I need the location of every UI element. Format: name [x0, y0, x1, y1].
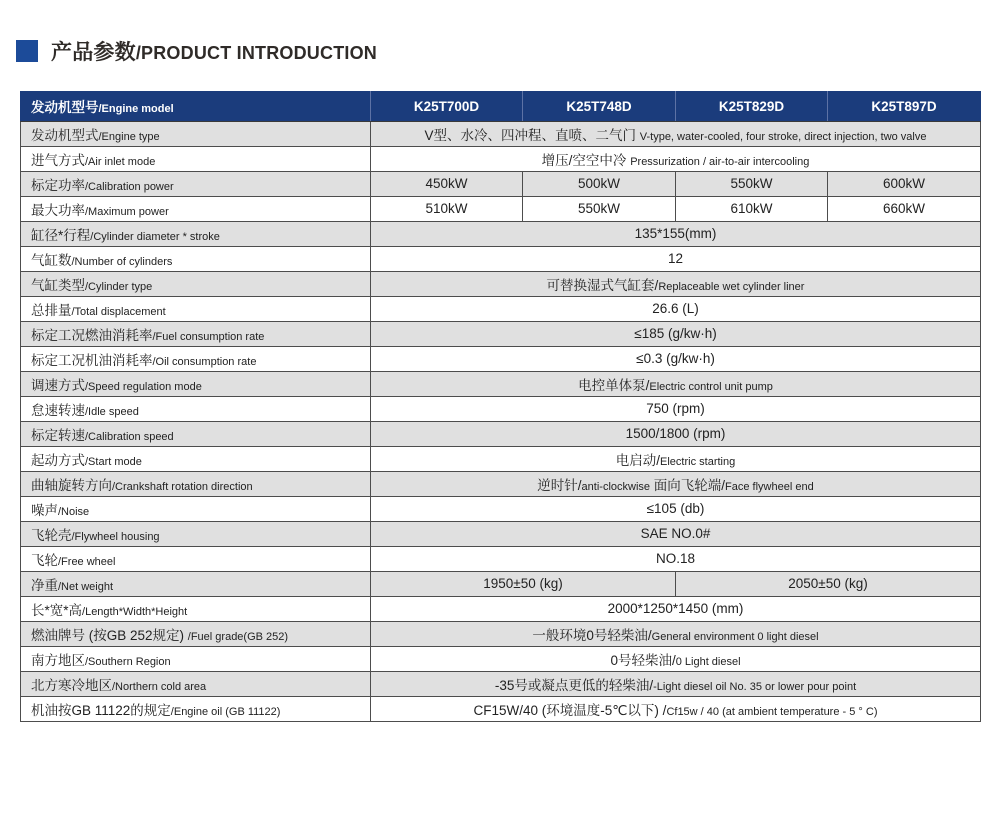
row-value: [371, 647, 981, 672]
text-segment: 气缸类型: [31, 277, 85, 293]
table-row: [21, 547, 981, 572]
row-value: [828, 197, 981, 222]
engine-model-header-en: /Engine model: [98, 103, 174, 115]
row-value: [371, 172, 523, 197]
row-label: [21, 472, 371, 497]
row-label: [21, 272, 371, 297]
text-segment: /Oil consumption rate: [152, 355, 257, 368]
text-segment: 燃油牌号 (按GB 252规定): [31, 627, 188, 643]
text-segment: 进气方式: [31, 152, 85, 168]
text-segment: 发动机型式: [31, 127, 99, 143]
text-segment: NO.18: [655, 551, 696, 566]
row-value: [523, 172, 676, 197]
text-segment: /Flywheel housing: [71, 530, 160, 543]
table-row: [21, 272, 981, 297]
text-segment: 飞轮: [31, 552, 58, 568]
text-segment: 气缸数: [31, 252, 72, 268]
model-column-header: K25T897D: [828, 92, 981, 122]
text-segment: 135*155(mm): [634, 226, 717, 241]
text-segment: Electric starting: [660, 455, 736, 468]
text-segment: 南方地区: [31, 652, 85, 668]
text-segment: 净重: [31, 577, 58, 593]
text-segment: 0号轻柴油/: [610, 652, 676, 668]
text-segment: /Fuel consumption rate: [152, 330, 265, 343]
row-label: [21, 172, 371, 197]
text-segment: /Speed regulation mode: [85, 380, 202, 393]
text-segment: /Maximum power: [85, 205, 169, 218]
spec-table: [20, 91, 981, 722]
text-segment: 26.6 (L): [652, 301, 699, 316]
page-title-text: [51, 36, 377, 66]
text-segment: /Noise: [58, 505, 90, 518]
text-segment: 面向飞轮端/: [650, 477, 726, 493]
table-row: [21, 172, 981, 197]
row-label: [21, 672, 371, 697]
text-segment: 标定工况燃油消耗率: [31, 327, 153, 343]
text-segment: 增压/空空中冷: [541, 152, 631, 168]
row-label: [21, 147, 371, 172]
table-row: [21, 622, 981, 647]
row-label: [21, 572, 371, 597]
text-segment: General environment 0 light diesel: [651, 630, 819, 643]
row-label: [21, 697, 371, 722]
row-value: [371, 122, 981, 147]
text-segment: 0 Light diesel: [675, 655, 741, 668]
text-segment: ≤0.3 (g/kw·h): [636, 351, 715, 366]
text-segment: 起动方式: [31, 452, 85, 468]
text-segment: ≤185 (g/kw·h): [634, 326, 717, 341]
text-segment: /Cylinder diameter * stroke: [90, 230, 220, 243]
text-segment: /Calibration power: [85, 180, 174, 193]
row-value: [371, 297, 981, 322]
table-row: [21, 447, 981, 472]
text-segment: 标定功率: [31, 177, 85, 193]
text-segment: 750 (rpm): [646, 401, 705, 416]
text-segment: /Calibration speed: [85, 430, 174, 443]
row-value: [371, 497, 981, 522]
text-segment: /Start mode: [85, 455, 142, 468]
row-value: [828, 172, 981, 197]
text-segment: 机油按GB 11122的规定: [31, 702, 171, 718]
table-row: [21, 697, 981, 722]
row-value: [371, 347, 981, 372]
text-segment: Cf15w / 40 (at ambient temperature - 5 ° C): [666, 705, 878, 718]
text-segment: 550kW: [577, 201, 621, 216]
row-label: [21, 547, 371, 572]
text-segment: Pressurization / air-to-air intercooling: [630, 155, 810, 168]
text-segment: 500kW: [577, 176, 621, 191]
text-segment: /Length*Width*Height: [82, 605, 188, 618]
row-value: [371, 222, 981, 247]
text-segment: 1500/1800 (rpm): [625, 426, 726, 441]
text-segment: 噪声: [31, 502, 58, 518]
text-segment: SAE NO.0#: [640, 526, 711, 541]
row-label: [21, 422, 371, 447]
text-segment: 电控单体泵/: [578, 377, 650, 393]
table-row: [21, 597, 981, 622]
row-label: [21, 347, 371, 372]
text-segment: 1950±50 (kg): [483, 576, 563, 591]
row-value: [371, 572, 676, 597]
title-bullet-icon: [16, 40, 38, 62]
text-segment: /Air inlet mode: [85, 155, 156, 168]
text-segment: 2000*1250*1450 (mm): [607, 601, 744, 616]
page-title: [16, 38, 1000, 64]
text-segment: V-type, water-cooled, four stroke, direct injection, two valve: [639, 130, 927, 143]
text-segment: 缸径*行程: [31, 227, 91, 243]
table-row: [21, 672, 981, 697]
text-segment: -35号或凝点更低的轻柴油/: [494, 677, 654, 693]
row-label: [21, 647, 371, 672]
row-value: [371, 247, 981, 272]
text-segment: 电启动/: [615, 452, 661, 468]
row-label: [21, 497, 371, 522]
engine-model-header: [21, 92, 371, 122]
text-segment: 最大功率: [31, 202, 85, 218]
table-row: [21, 422, 981, 447]
row-label: [21, 397, 371, 422]
row-value: [371, 322, 981, 347]
text-segment: 可替换湿式气缸套/: [546, 277, 659, 293]
text-segment: 曲轴旋转方向: [31, 477, 112, 493]
text-segment: /Engine oil (GB 11122): [170, 705, 281, 718]
page-title-zh: 产品参数: [51, 41, 136, 64]
row-label: [21, 622, 371, 647]
table-row: [21, 247, 981, 272]
table-row: [21, 147, 981, 172]
text-segment: /Total displacement: [71, 305, 166, 318]
engine-model-header-zh: 发动机型号: [31, 100, 99, 115]
row-label: [21, 447, 371, 472]
page: [0, 38, 1000, 722]
text-segment: Face flywheel end: [725, 480, 814, 493]
text-segment: Electric control unit pump: [649, 380, 773, 393]
row-value: [371, 547, 981, 572]
table-row: [21, 122, 981, 147]
row-value: [523, 197, 676, 222]
table-row: [21, 297, 981, 322]
table-header-row: [21, 92, 981, 122]
text-segment: /Northern cold area: [112, 680, 207, 693]
table-row: [21, 222, 981, 247]
row-label: [21, 197, 371, 222]
text-segment: /Net weight: [58, 580, 114, 593]
text-segment: 12: [667, 251, 684, 266]
model-column-header: K25T700D: [371, 92, 523, 122]
model-column-header: K25T748D: [523, 92, 676, 122]
table-row: [21, 472, 981, 497]
row-value: [371, 522, 981, 547]
text-segment: 长*宽*高: [31, 602, 83, 618]
text-segment: /Idle speed: [85, 405, 139, 418]
row-value: [371, 447, 981, 472]
text-segment: /Cylinder type: [85, 280, 153, 293]
text-segment: ≤105 (db): [646, 501, 705, 516]
row-value: [371, 147, 981, 172]
table-row: [21, 372, 981, 397]
text-segment: CF15W/40 (环境温度-5℃以下) /: [473, 702, 667, 718]
text-segment: 怠速转速: [31, 402, 85, 418]
text-segment: /Free wheel: [58, 555, 116, 568]
table-row: [21, 347, 981, 372]
text-segment: Replaceable wet cylinder liner: [658, 280, 805, 293]
text-segment: /Number of cylinders: [71, 255, 173, 268]
text-segment: /Crankshaft rotation direction: [112, 480, 253, 493]
row-value: [371, 622, 981, 647]
row-label: [21, 247, 371, 272]
text-segment: 一般环境0号轻柴油/: [532, 627, 652, 643]
row-value: [371, 197, 523, 222]
row-value: [371, 672, 981, 697]
page-title-en: /PRODUCT INTRODUCTION: [135, 43, 378, 63]
row-value: [371, 697, 981, 722]
text-segment: /Southern Region: [85, 655, 171, 668]
text-segment: 北方寒冷地区: [31, 677, 112, 693]
spec-table-body: [21, 122, 981, 722]
text-segment: /Engine type: [98, 130, 160, 143]
text-segment: 450kW: [425, 176, 468, 191]
table-row: [21, 572, 981, 597]
table-row: [21, 522, 981, 547]
text-segment: 飞轮壳: [31, 527, 72, 543]
row-label: [21, 522, 371, 547]
text-segment: 标定转速: [31, 427, 85, 443]
text-segment: /Fuel grade(GB 252): [187, 630, 289, 643]
text-segment: 总排量: [31, 302, 72, 318]
row-label: [21, 297, 371, 322]
model-column-header: K25T829D: [676, 92, 828, 122]
table-row: [21, 322, 981, 347]
table-row: [21, 197, 981, 222]
text-segment: 510kW: [425, 201, 468, 216]
text-segment: 标定工况机油消耗率: [31, 352, 153, 368]
text-segment: 600kW: [882, 176, 926, 191]
table-row: [21, 497, 981, 522]
text-segment: 610kW: [730, 201, 773, 216]
row-label: [21, 597, 371, 622]
row-value: [676, 172, 828, 197]
row-label: [21, 222, 371, 247]
text-segment: anti-clockwise: [581, 480, 651, 493]
text-segment: 2050±50 (kg): [788, 576, 868, 591]
table-row: [21, 397, 981, 422]
text-segment: 550kW: [730, 176, 773, 191]
row-value: [676, 197, 828, 222]
text-segment: 调速方式: [31, 377, 85, 393]
table-row: [21, 647, 981, 672]
row-value: [371, 372, 981, 397]
row-value: [371, 597, 981, 622]
row-value: [676, 572, 981, 597]
row-label: [21, 122, 371, 147]
row-label: [21, 322, 371, 347]
text-segment: 逆时针/: [537, 477, 582, 493]
text-segment: 660kW: [882, 201, 926, 216]
text-segment: V型、水冷、四冲程、直喷、二气门: [424, 127, 640, 143]
row-value: [371, 472, 981, 497]
row-label: [21, 372, 371, 397]
text-segment: -Light diesel oil No. 35 or lower pour point: [653, 680, 857, 693]
row-value: [371, 272, 981, 297]
row-value: [371, 422, 981, 447]
row-value: [371, 397, 981, 422]
